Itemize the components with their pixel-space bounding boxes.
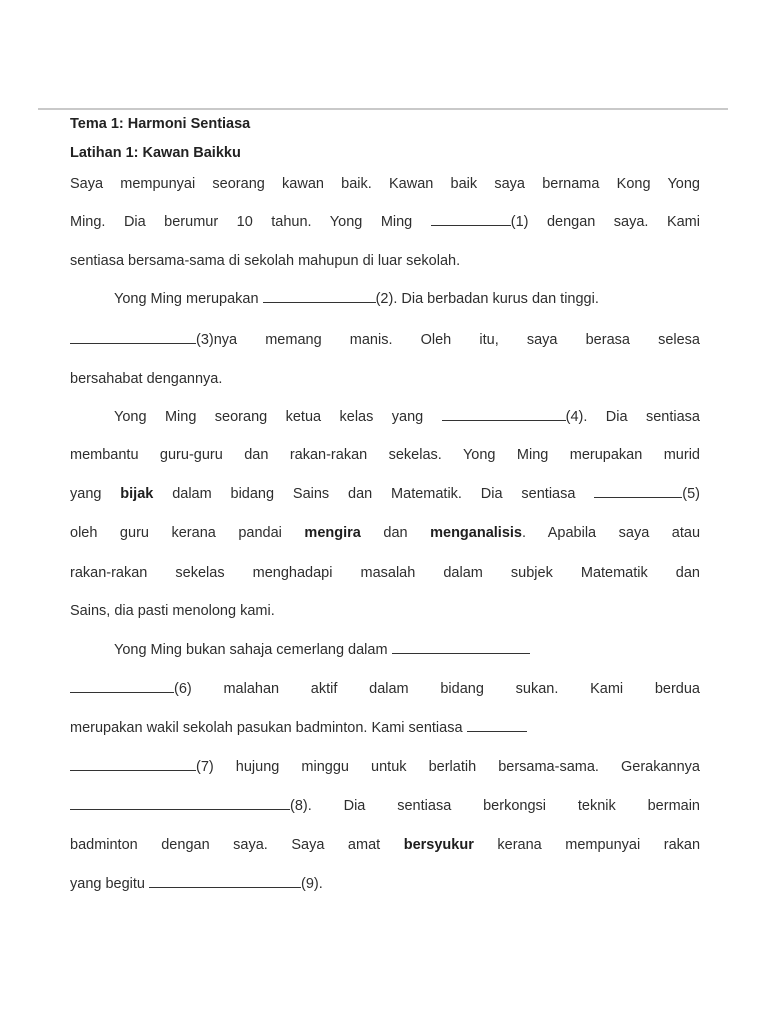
text-line [70, 251, 700, 271]
text-line [70, 796, 700, 816]
answer-blank-1[interactable] [431, 213, 511, 226]
line-text: (9). [301, 876, 323, 892]
answer-blank-6[interactable] [70, 680, 174, 693]
line-text: yang begitu [70, 876, 145, 892]
theme-title: Tema 1: Harmoni Sentiasa [70, 116, 251, 132]
text-line [114, 289, 700, 309]
line-text: yang [70, 486, 102, 502]
text-line [70, 679, 700, 699]
line-text: membantu guru-guru dan rakan-rakan sekelas. Yong Ming merupakan murid [70, 447, 700, 463]
bold-word: bijak [120, 486, 154, 502]
text-line [70, 174, 700, 194]
line-text: Yong Ming bukan sahaja cemerlang dalam [114, 642, 388, 658]
line-text: (2). Dia berbadan kurus dan tinggi. [375, 291, 599, 307]
line-text: Yong Ming seorang ketua kelas yang [114, 409, 424, 425]
line-text: (4). Dia sentiasa [565, 409, 700, 425]
text-line [70, 369, 700, 389]
line-text: . Apabila saya atau [521, 525, 701, 541]
line-text: (5) [682, 486, 700, 502]
line-text: bersahabat dengannya. [70, 371, 223, 387]
line-text: Sains, dia pasti menolong kami. [70, 603, 275, 619]
line-text: merupakan wakil sekolah pasukan badminton. Kami sentiasa [70, 720, 463, 736]
text-line [114, 407, 700, 427]
answer-blank-6a[interactable] [392, 641, 530, 654]
line-text: Ming. Dia berumur 10 tahun. Yong Ming [70, 214, 413, 230]
text-line [70, 874, 700, 894]
text-line [70, 484, 700, 504]
text-line [70, 523, 700, 543]
line-text: dan [383, 525, 408, 541]
answer-blank-9[interactable] [149, 875, 301, 888]
text-line [70, 835, 700, 855]
answer-blank-2[interactable] [263, 290, 376, 303]
text-line [70, 445, 700, 465]
text-line [114, 640, 700, 660]
line-text: (7) hujung minggu untuk berlatih bersama-sama. Gerakannya [196, 759, 700, 775]
exercise-title: Latihan 1: Kawan Baikku [70, 145, 241, 161]
line-text: (3)nya memang manis. Oleh itu, saya berasa selesa [196, 332, 700, 348]
text-line [70, 212, 700, 232]
answer-blank-4[interactable] [442, 408, 566, 421]
top-divider [38, 108, 728, 110]
line-text: oleh guru kerana pandai [70, 525, 282, 541]
text-line [70, 718, 700, 738]
answer-blank-7a[interactable] [467, 719, 527, 732]
line-text: kerana mempunyai rakan [497, 837, 701, 853]
line-text: sentiasa bersama-sama di sekolah mahupun di luar sekolah. [70, 253, 461, 269]
text-line [70, 330, 700, 350]
line-text: (1) dengan saya. Kami [510, 214, 700, 230]
text-line [70, 563, 700, 583]
line-text: (8). Dia sentiasa berkongsi teknik bermain [290, 798, 700, 814]
line-text: Yong Ming merupakan [114, 291, 259, 307]
answer-blank-7[interactable] [70, 758, 196, 771]
answer-blank-3[interactable] [70, 331, 196, 344]
line-text: Saya mempunyai seorang kawan baik. Kawan baik saya bernama Kong Yong [70, 176, 700, 192]
text-line [70, 757, 700, 777]
line-text: badminton dengan saya. Saya amat [70, 837, 381, 853]
text-line [70, 601, 700, 621]
line-text: (6) malahan aktif dalam bidang sukan. Kami berdua [174, 681, 700, 697]
line-text: dalam bidang Sains dan Matematik. Dia sentiasa [172, 486, 576, 502]
answer-blank-8[interactable] [70, 797, 290, 810]
bold-word: menganalisis [430, 525, 522, 541]
answer-blank-5[interactable] [594, 485, 682, 498]
line-text: rakan-rakan sekelas menghadapi masalah dalam subjek Matematik dan [70, 565, 700, 581]
bold-word: bersyukur [403, 837, 474, 853]
bold-word: mengira [304, 525, 361, 541]
